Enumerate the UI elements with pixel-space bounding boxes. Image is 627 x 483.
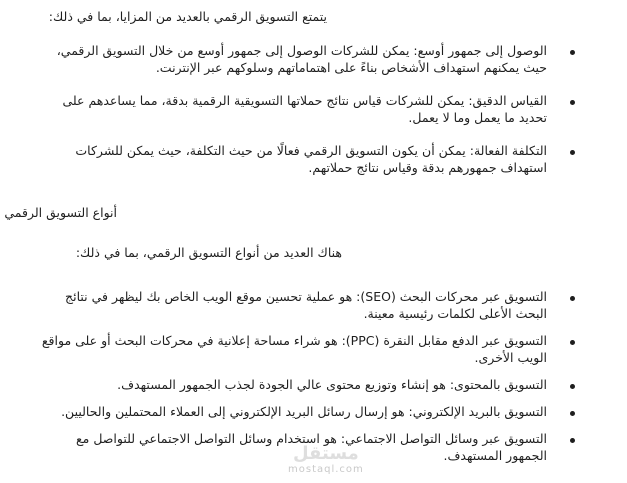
list-item: الوصول إلى جمهور أوسع: يمكن للشركات الوصول إلى جمهور أوسع من خلال التسويق الرقمي، حيث يمكنهم استهداف الأشخاص بناءً على اهتماماتهم وسلوكهم عبر الإنترنت. (32, 42, 587, 76)
list-item: التسويق بالمحتوى: هو إنشاء وتوزيع محتوى عالي الجودة لجذب الجمهور المستهدف. (32, 376, 587, 393)
watermark-domain: mostaql.com (288, 464, 364, 475)
intro-paragraph: يتمتع التسويق الرقمي بالعديد من المزايا، بما في ذلك: (48, 9, 327, 24)
section-heading: أنواع التسويق الرقمي (4, 205, 117, 220)
list-item: القياس الدقيق: يمكن للشركات قياس نتائج حملاتها التسويقية الرقمية بدقة، مما يساعدهم على تحديد ما يعمل وما لا يعمل. (32, 92, 587, 126)
list-item: التكلفة الفعالة: يمكن أن يكون التسويق الرقمي فعالًا من حيث التكلفة، حيث يمكن للشركات استهداف جمهورهم بدقة وقياس نتائج حملاتهم. (32, 142, 587, 176)
list-item: التسويق عبر الدفع مقابل النقرة (PPC): هو شراء مساحة إعلانية في محركات البحث أو على مواقع الويب الأخرى. (32, 332, 587, 366)
types-intro-paragraph: هناك العديد من أنواع التسويق الرقمي، بما في ذلك: (75, 245, 342, 260)
list-item: التسويق بالبريد الإلكتروني: هو إرسال رسائل البريد الإلكتروني إلى العملاء المحتملين والحاليين. (32, 403, 587, 420)
list-item: التسويق عبر وسائل التواصل الاجتماعي: هو استخدام وسائل التواصل الاجتماعي للتواصل مع الجمهور المستهدف. (32, 430, 587, 464)
list-item: التسويق عبر محركات البحث (SEO): هو عملية تحسين موقع الويب الخاص بك ليظهر في نتائج البحث الأعلى لكلمات رئيسية معينة. (32, 288, 587, 322)
watermark (288, 445, 364, 475)
watermark-logo: مستقل (292, 443, 359, 464)
benefits-list (32, 42, 587, 192)
